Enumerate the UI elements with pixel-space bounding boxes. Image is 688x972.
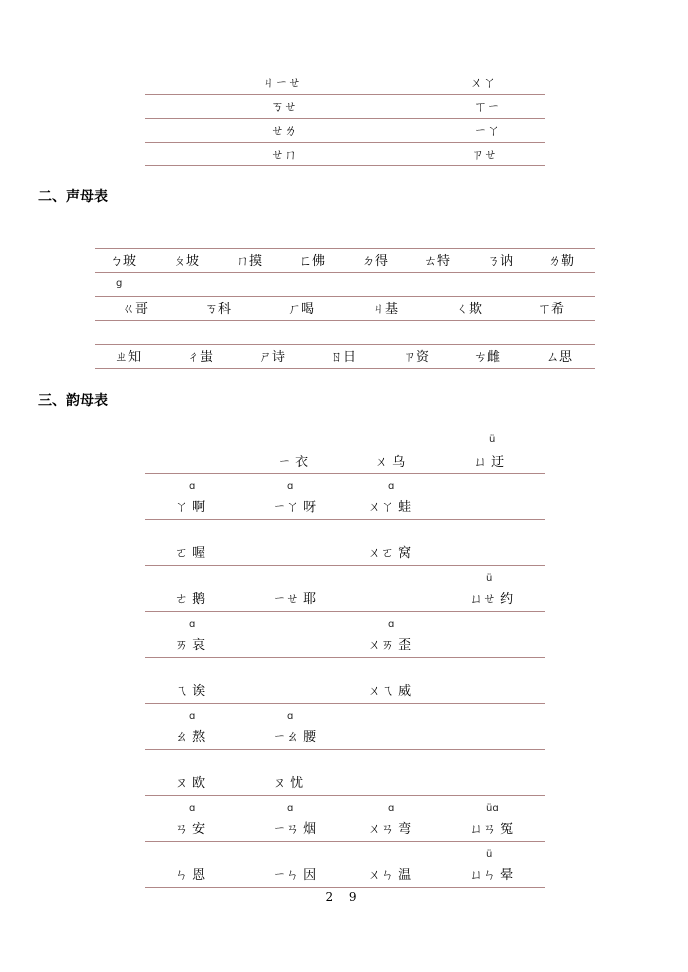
final-cell: ㄧㄚ 呀 [273, 500, 317, 515]
initial-cell: ㄙ思 [546, 350, 573, 365]
initial-cell: ㄆ坡 [173, 254, 200, 269]
divider [145, 703, 545, 704]
initial-cell: ㄉ得 [362, 254, 389, 269]
final-cell: ㄨㄣ 温 [368, 868, 412, 883]
initial-cell: ㄅ玻 [110, 254, 137, 269]
top-cell: ㄒㄧ [474, 100, 501, 115]
romanization-note: ɑ [287, 803, 294, 814]
initial-cell: ㄒ希 [538, 302, 565, 317]
final-header-cell: ㄧ 衣 [278, 455, 309, 470]
final-header-cell: ㄩ 迂 [474, 455, 505, 470]
divider [95, 344, 595, 345]
divider [145, 473, 545, 474]
final-cell: ㄨㄚ 蛙 [368, 500, 412, 515]
top-cell: ㄝㄇ [271, 148, 298, 163]
initial-cell: ㄋ讷 [487, 254, 514, 269]
romanization-note: ɑ [189, 711, 196, 722]
initial-cell: ㄌ勒 [548, 254, 575, 269]
romanization-note: ɑ [287, 711, 294, 722]
romanization-note: ü [486, 849, 493, 860]
divider [145, 94, 545, 95]
initial-cell: ㄗ资 [403, 350, 430, 365]
initial-cell: ㄑ欺 [456, 302, 483, 317]
final-cell: ㄨㄟ 威 [368, 684, 412, 699]
initial-cell: ㄈ佛 [299, 254, 326, 269]
final-cell: ㄩㄢ 冤 [470, 822, 514, 837]
divider [145, 142, 545, 143]
top-cell: ㄝㄌ [271, 124, 298, 139]
romanization-note: ɑ [189, 803, 196, 814]
divider [145, 611, 545, 612]
divider [145, 519, 545, 520]
initial-cell: ㄕ诗 [259, 350, 286, 365]
final-cell: ㄩㄣ 晕 [470, 868, 514, 883]
initial-cell: ㄎ科 [205, 302, 232, 317]
divider [95, 320, 595, 321]
final-cell: ㄠ 熬 [175, 730, 206, 745]
romanization-note: ɑ [189, 619, 196, 630]
divider [145, 841, 545, 842]
final-cell: ㄧㄢ 烟 [273, 822, 317, 837]
divider [95, 248, 595, 249]
romanization-note: ɑ [189, 481, 196, 492]
romanization-note: ü [489, 434, 496, 445]
romanization-note: ɑ [287, 481, 294, 492]
final-cell: ㄣ 恩 [175, 868, 206, 883]
final-cell: ㄡ 忧 [273, 776, 304, 791]
section-heading-finals: 三、韵母表 [38, 393, 108, 409]
initial-cell: ㄊ特 [424, 254, 451, 269]
initial-cell: ㄐ基 [372, 302, 399, 317]
divider [145, 657, 545, 658]
divider [95, 368, 595, 369]
divider [145, 795, 545, 796]
romanization-note: ɑ [388, 619, 395, 630]
final-cell: ㄩㄝ 约 [470, 592, 514, 607]
final-cell: ㄨㄞ 歪 [368, 638, 412, 653]
final-header-cell: ㄨ 乌 [375, 455, 406, 470]
initial-cell: ㄔ蚩 [187, 350, 214, 365]
top-cell: ㄐㄧㄝ [262, 76, 302, 91]
final-cell: ㄟ 诶 [175, 684, 206, 699]
divider [145, 887, 545, 888]
final-cell: ㄡ 欧 [175, 776, 206, 791]
final-cell: ㄨㄛ 窝 [368, 546, 412, 561]
initial-cell: ㄍ哥 [122, 302, 149, 317]
final-cell: ㄧㄝ 耶 [273, 592, 317, 607]
final-cell: ㄨㄢ 弯 [368, 822, 412, 837]
romanization-note: ü [486, 573, 493, 584]
initial-cell: ㄓ知 [115, 350, 142, 365]
romanization-note: g [116, 278, 123, 289]
initial-cell: ㄘ雌 [474, 350, 501, 365]
divider [145, 165, 545, 166]
divider [145, 749, 545, 750]
initial-cell: ㄖ日 [330, 350, 357, 365]
final-cell: ㄢ 安 [175, 822, 206, 837]
page-number: 2 9 [325, 890, 363, 904]
section-heading-initials: 二、声母表 [38, 189, 108, 205]
divider [95, 296, 595, 297]
final-cell: ㄧㄣ 因 [273, 868, 317, 883]
top-cell: ㄨㄚ [470, 76, 497, 91]
final-cell: ㄛ 喔 [175, 546, 206, 561]
final-cell: ㄞ 哀 [175, 638, 206, 653]
romanization-note: ɑ [388, 803, 395, 814]
top-cell: ㄎㄝ [271, 100, 298, 115]
initial-cell: ㄇ摸 [236, 254, 263, 269]
divider [145, 118, 545, 119]
final-cell: ㄜ 鹅 [175, 592, 206, 607]
divider [95, 272, 595, 273]
initial-cell: ㄏ喝 [288, 302, 315, 317]
top-cell: ㄧㄚ [474, 124, 501, 139]
top-cell: ㄗㄝ [471, 148, 498, 163]
romanization-note: üɑ [486, 803, 499, 814]
final-cell: ㄧㄠ 腰 [273, 730, 317, 745]
final-cell: ㄚ 啊 [175, 500, 206, 515]
romanization-note: ɑ [388, 481, 395, 492]
divider [145, 565, 545, 566]
